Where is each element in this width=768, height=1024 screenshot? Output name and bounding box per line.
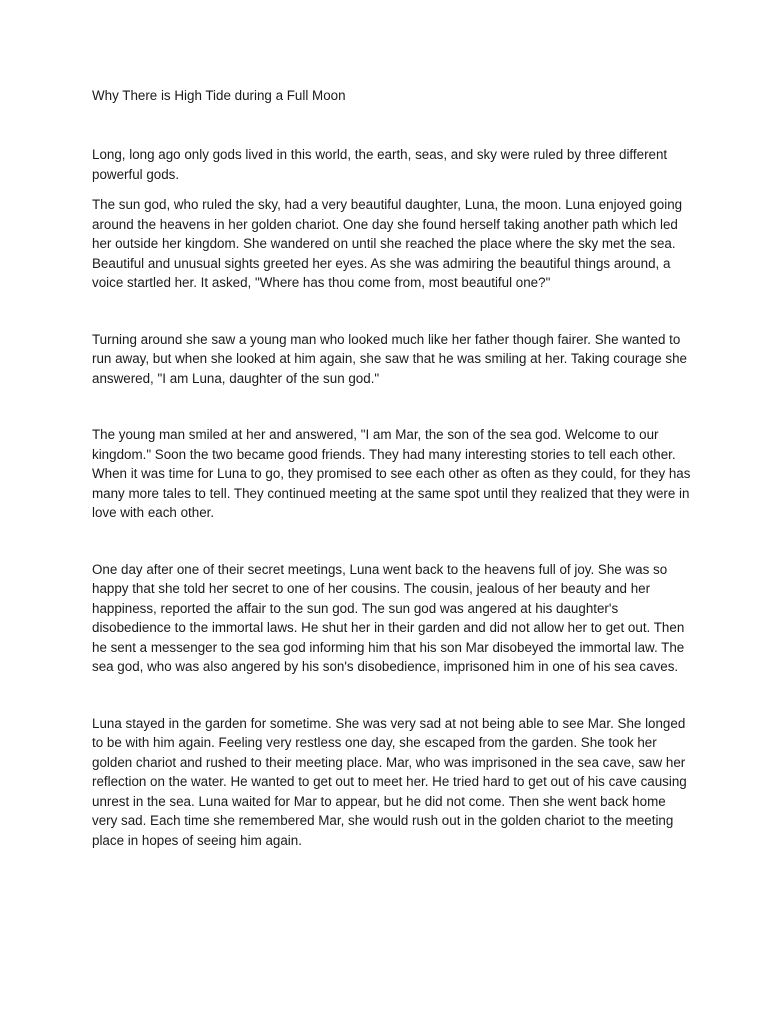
document-title: Why There is High Tide during a Full Moon xyxy=(92,88,346,103)
paragraph-3: Turning around she saw a young man who looked much like her father though fairer. She wanted to run away, but when she looked at him again, she saw that he was smiling at her. Taking courage she answered, "I am Luna, daughter of the sun god." xyxy=(92,331,687,386)
paragraph-1: Long, long ago only gods lived in this world, the earth, seas, and sky were ruled by three different powerful gods. xyxy=(92,147,668,182)
paragraph-2: The sun god, who ruled the sky, had a very beautiful daughter, Luna, the moon. Luna enjoyed going around the heavens in her golden chariot. One day she found herself taking another path which led her outside her kingdom. She wandered on until she reached the place where the sky met the sea. Beautiful and unusual sights greeted her eyes. As she was admiring the beautiful things around, a voice startled her. It asked, "Where has thou come from, most beautiful one?" xyxy=(92,197,683,290)
paragraph-6: Luna stayed in the garden for sometime. She was very sad at not being able to see Mar. She longed to be with him again. Feeling very restless one day, she escaped from the garden. She took her golden chariot and rushed to their meeting place. Mar, who was imprisoned in the sea cave, saw her reflection on the water. He wanted to get out to meet her. He tried hard to get out of his cave causing unrest in the sea. Luna waited for Mar to appear, but he did not come. Then she went back home very sad. Each time she remembered Mar, she would rush out in the golden chariot to the meeting place in hopes of seeing him again. xyxy=(92,715,687,848)
document-page xyxy=(92,86,692,850)
paragraph-5: One day after one of their secret meetings, Luna went back to the heavens full of joy. She was so happy that she told her secret to one of her cousins. The cousin, jealous of her beauty and her happiness, reported the affair to the sun god. The sun god was angered at his daughter's disobedience to the immortal laws. He shut her in their garden and did not allow her to get out. Then he sent a messenger to the sea god informing him that his son Mar disobeyed the immortal law. The sea god, who was also angered by his son's disobedience, imprisoned him in one of his sea caves. xyxy=(92,561,685,674)
paragraph-4: The young man smiled at her and answered, "I am Mar, the son of the sea god. Welcome to our kingdom." Soon the two became good friends. They had many interesting stories to tell each other. When it was time for Luna to go, they promised to see each other as often as they could, for they has many more tales to tell. They continued meeting at the same spot until they realized that they were in love with each other. xyxy=(92,427,691,520)
